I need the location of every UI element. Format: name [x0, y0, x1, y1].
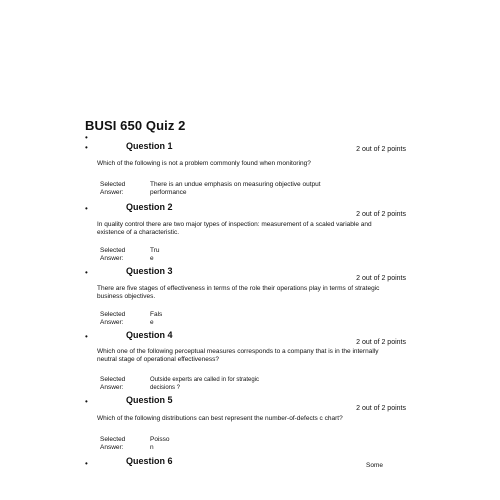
question-points: 2 out of 2 points: [356, 211, 406, 218]
question-points: 2 out of 2 points: [356, 405, 406, 412]
question-points: 2 out of 2 points: [356, 146, 406, 153]
selected-answer: Outside experts are called in for strategic decisions ?: [150, 377, 260, 391]
selected-answer-label: Selected Answer:: [100, 311, 126, 326]
question-heading: Question 6: [126, 456, 173, 466]
question-points: 2 out of 2 points: [356, 275, 406, 282]
question-text: In quality control there are two major types of inspection: measurement of a scaled variable and existence of a characteristic.: [97, 221, 372, 236]
selected-answer-label: Selected Answer:: [100, 376, 126, 391]
question-text: Which one of the following perceptual measures corresponds to a company that is in the internally neutral stage of operational effectiveness?: [97, 348, 379, 363]
question-heading: Question 4: [126, 330, 173, 340]
bullet: •: [85, 459, 88, 468]
page-title: BUSI 650 Quiz 2: [85, 118, 186, 133]
selected-answer: Fals e: [150, 311, 163, 326]
bullet: •: [85, 204, 88, 213]
bullet: •: [85, 133, 88, 142]
bullet: •: [85, 397, 88, 406]
question-heading: Question 1: [126, 141, 173, 151]
selected-answer-label: Selected Answer:: [100, 181, 126, 196]
question-heading: Question 2: [126, 202, 173, 212]
question-text: Which of the following distributions can best represent the number-of-defects c chart?: [97, 415, 343, 422]
selected-answer-label: Selected Answer:: [100, 247, 126, 262]
question-points: 2 out of 2 points: [356, 339, 406, 346]
question-heading: Question 5: [126, 395, 173, 405]
bullet: •: [85, 143, 88, 152]
question-points: Some: [366, 462, 383, 469]
question-heading: Question 3: [126, 266, 173, 276]
question-text: Which of the following is not a problem commonly found when monitoring?: [97, 160, 311, 167]
question-text: There are five stages of effectiveness in terms of the role their operations play in terms of strategic business objectives.: [97, 285, 380, 300]
selected-answer: Tru e: [150, 247, 160, 262]
bullet: •: [85, 332, 88, 341]
bullet: •: [85, 268, 88, 277]
selected-answer-label: Selected Answer:: [100, 436, 126, 451]
selected-answer: There is an undue emphasis on measuring objective output performance: [150, 181, 321, 196]
selected-answer: Poisso n: [150, 436, 170, 451]
